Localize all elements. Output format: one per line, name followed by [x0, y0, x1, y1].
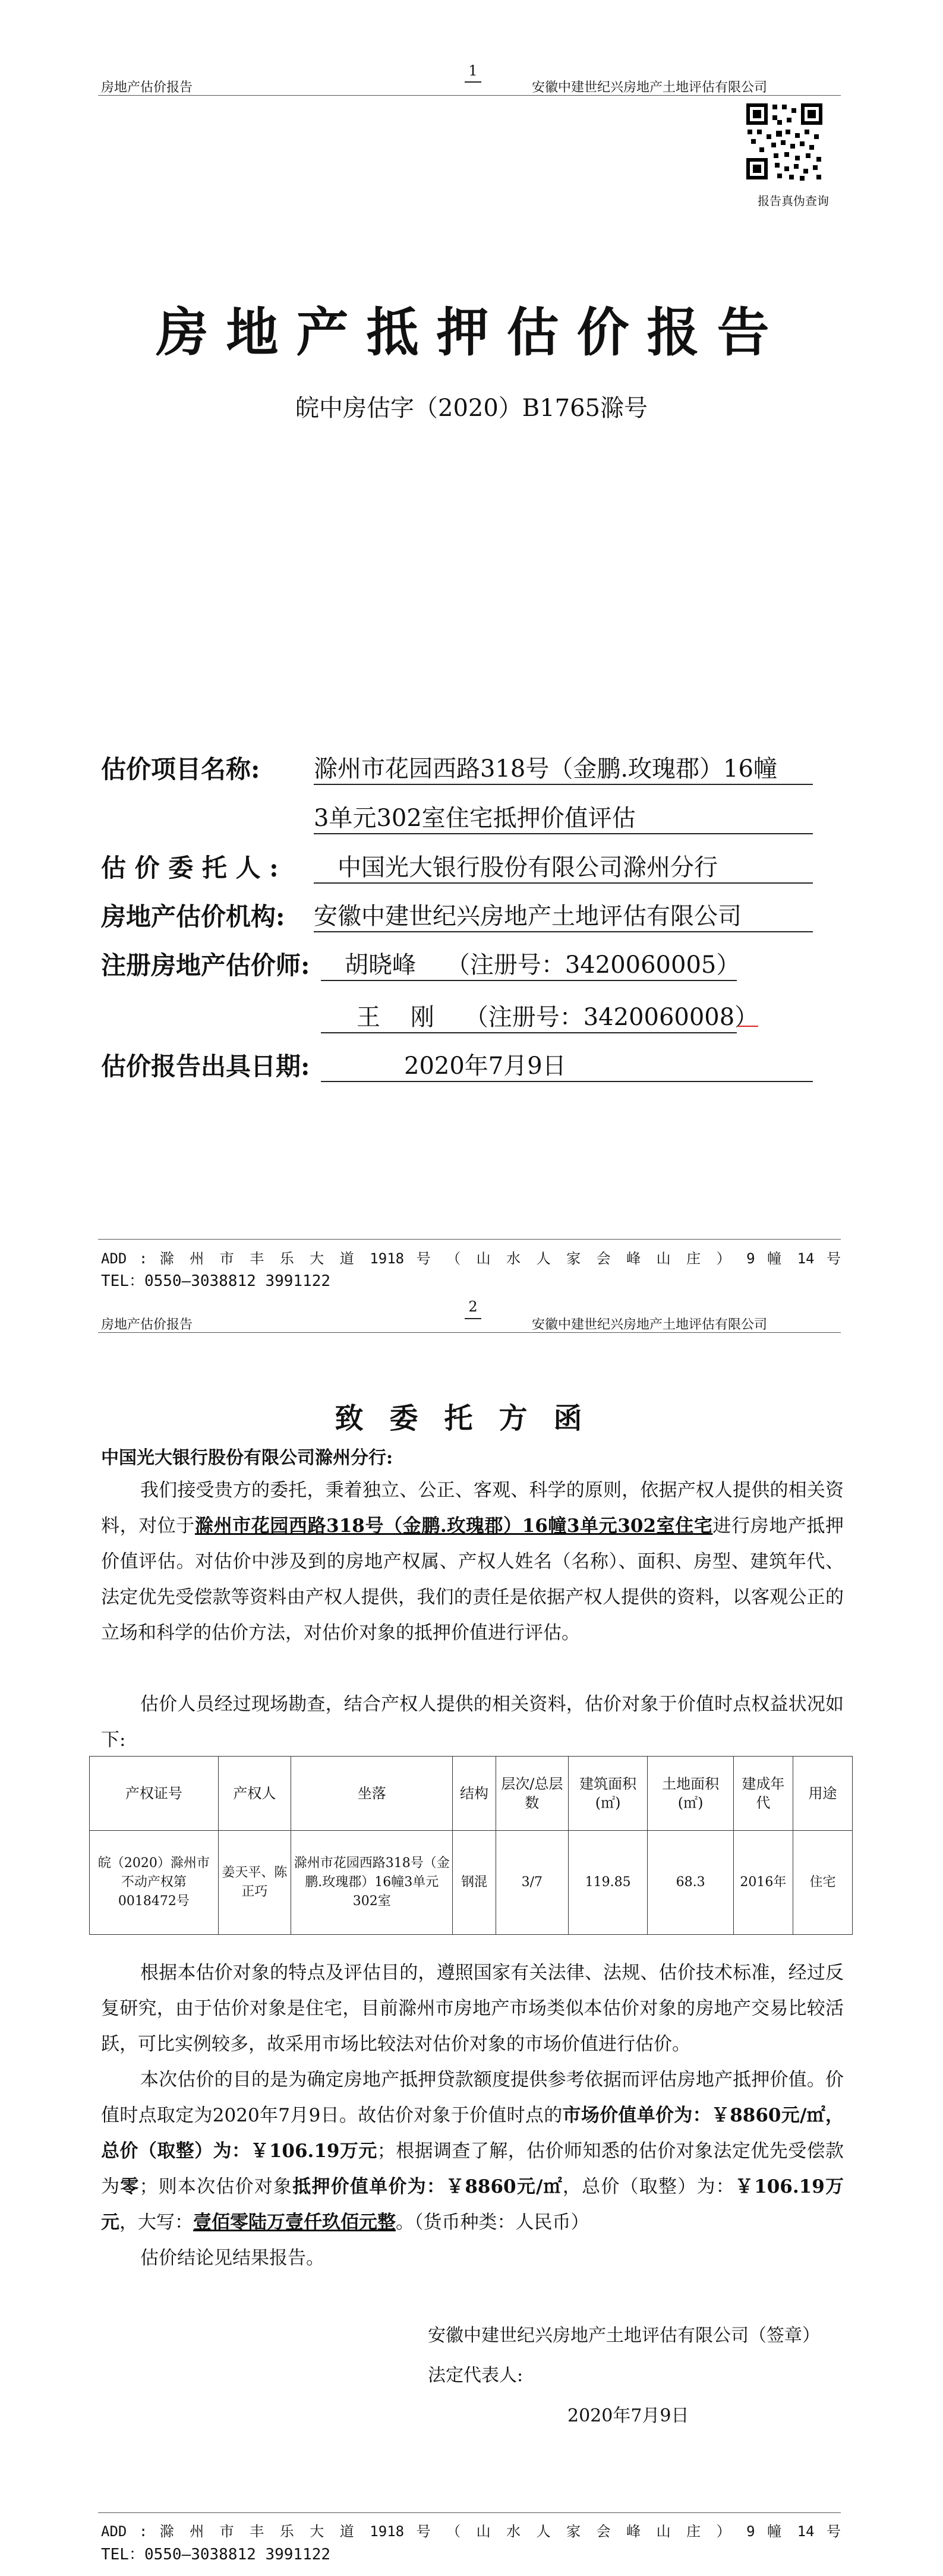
header-right: 安徽中建世纪兴房地产土地评估有限公司: [532, 80, 768, 95]
th-land-area: 土地面积(㎡): [648, 1757, 734, 1831]
paragraph-2: 估价人员经过现场勘查，结合产权人提供的相关资料，估价对象于价值时点权益状况如下:: [101, 1694, 844, 1751]
field-value-client: 中国光大银行股份有限公司滁州分行: [314, 849, 813, 884]
table-cell-year: 2016年: [733, 1831, 793, 1935]
footer-rule-p2: [98, 2512, 841, 2513]
red-underline-mark: [738, 1026, 758, 1027]
field-label-client: 估 价 委 托 人 :: [101, 853, 279, 882]
table-cell-owner: 姜天平、陈正巧: [218, 1831, 291, 1935]
footer-address: ADD : 滁 州 市 丰 乐 大 道 1918 号 （ 山 水 人 家 会 峰 山 庄 ） 9 幢 14 号: [101, 1250, 841, 1267]
table-cell-structure: 钢混: [453, 1831, 496, 1935]
table-cell-use: 住宅: [793, 1831, 852, 1935]
header-left-p2: 房地产估价报告: [101, 1317, 193, 1332]
field-value-appraiser-1: 胡晓峰 （注册号：3420060005）: [321, 946, 737, 981]
table-cell-land-area: 68.3: [648, 1831, 734, 1935]
paragraph-3: 根据本估价对象的特点及评估目的，遵照国家有关法律、法规、估价技术标准，经过反复研究，由于估价对象是住宅，目前滁州市房地产市场类似本估价对象的房地产交易比较活跃，可比实例较多，故采用市场比较法对估价对象的市场价值进行估价。: [101, 1962, 844, 2055]
footer-tel-p2: TEL：0550—3038812 3991122: [101, 2546, 331, 2564]
table-cell-cert: 皖（2020）滁州市不动产权第0018472号: [90, 1831, 219, 1935]
report-title: 房地产抵押估价报告: [156, 301, 787, 363]
header-rule: [98, 95, 841, 96]
footer-rule: [98, 1239, 841, 1240]
page-number-p2: 2: [468, 1298, 478, 1315]
page-number-underline-p2: [465, 1318, 481, 1319]
letter-title: 致委托方函: [335, 1402, 608, 1435]
th-location: 坐落: [291, 1757, 453, 1831]
th-use: 用途: [793, 1757, 852, 1831]
header-right-p2: 安徽中建世纪兴房地产土地评估有限公司: [532, 1317, 768, 1332]
page-number-underline: [465, 81, 481, 83]
footer-address-p2: ADD : 滁 州 市 丰 乐 大 道 1918 号 （ 山 水 人 家 会 峰 山 庄 ） 9 幢 14 号: [101, 2523, 841, 2540]
header-left: 房地产估价报告: [101, 80, 193, 95]
field-value-project-line2: 3单元302室住宅抵押价值评估: [314, 799, 813, 834]
signature-company: 安徽中建世纪兴房地产土地评估有限公司（签章）: [428, 2325, 820, 2346]
page-number: 1: [468, 62, 478, 79]
field-value-agency: 安徽中建世纪兴房地产土地评估有限公司: [314, 897, 813, 932]
header-rule-p2: [98, 1332, 841, 1333]
field-label-project: 估价项目名称:: [101, 755, 260, 784]
field-label-date: 估价报告出具日期:: [101, 1052, 310, 1081]
th-floor: 层次/总层数: [496, 1757, 568, 1831]
signature-date: 2020年7月9日: [567, 2405, 689, 2426]
th-year: 建成年代: [733, 1757, 793, 1831]
legal-representative: 法定代表人:: [428, 2365, 523, 2386]
field-value-date: 2020年7月9日: [321, 1047, 813, 1082]
th-cert: 产权证号: [90, 1757, 219, 1831]
field-label-appraiser: 注册房地产估价师:: [101, 951, 310, 980]
footer-tel: TEL：0550—3038812 3991122: [101, 1272, 331, 1290]
qr-caption: 报告真伪查询: [758, 194, 829, 208]
field-value-project: 滁州市花园西路318号（金鹏.玫瑰郡）16幢: [314, 750, 813, 785]
property-table: [89, 1756, 853, 1935]
table-cell-floor: 3/7: [496, 1831, 568, 1935]
field-value-appraiser-2: 王 刚 （注册号：3420060008）: [321, 998, 737, 1033]
paragraph-1: 我们接受贵方的委托，秉着独立、公正、客观、科学的原则，依据产权人提供的相关资料，对位于滁州市花园西路318号（金鹏.玫瑰郡）16幢3单元302室住宅进行房地产抵押价值评估。对估价中涉及到的房地产权属、产权人姓名（名称）、面积、房型、建筑年代、法定优先受偿款等资料由产权人提供，我们的责任是依据产权人提供的资料，以客观公正的立场和科学的估价方法，对估价对象的抵押价值进行评估。: [101, 1480, 844, 1644]
th-owner: 产权人: [218, 1757, 291, 1831]
table-cell-location: 滁州市花园西路318号（金鹏.玫瑰郡）16幢3单元302室: [291, 1831, 453, 1935]
qr-code[interactable]: [743, 100, 826, 185]
addressee: 中国光大银行股份有限公司滁州分行:: [101, 1448, 393, 1468]
paragraph-5: 估价结论见结果报告。: [140, 2247, 324, 2269]
table-cell-building-area: 119.85: [568, 1831, 647, 1935]
paragraph-4: 本次估价的目的是为确定房地产抵押贷款额度提供参考依据而评估房地产抵押价值。价值时点取定为2020年7月9日。故估价对象于价值时点的市场价值单价为：￥8860元/㎡，总价（取整）为：￥106.19万元；根据调查了解，估价师知悉的估价对象法定优先受偿款为零；则本次估价对象抵押价值单价为：￥8860元/㎡，总价（取整）为：￥106.19万元，大写：壹佰零陆万壹仟玖佰元整。（货币种类：人民币）: [101, 2069, 844, 2233]
report-number: 皖中房估字（2020）B1765滁号: [295, 395, 648, 422]
th-building-area: 建筑面积(㎡): [568, 1757, 647, 1831]
th-structure: 结构: [453, 1757, 496, 1831]
field-label-agency: 房地产估价机构:: [101, 902, 285, 931]
